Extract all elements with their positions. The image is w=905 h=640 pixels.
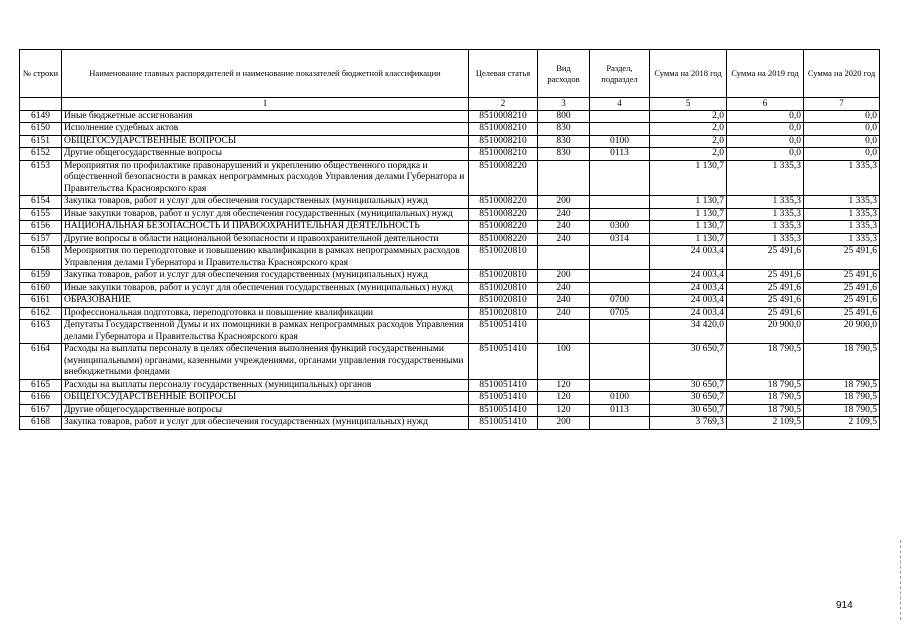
cell-row-no: 6151 bbox=[20, 135, 62, 148]
page-edge-line bbox=[900, 540, 902, 620]
table-row bbox=[20, 233, 880, 246]
cell-sum-2019: 1 335,3 bbox=[727, 208, 804, 221]
cell-name: Закупка товаров, работ и услуг для обеспечения государственных (муниципальных) нужд bbox=[62, 417, 469, 430]
cell-sum-2018: 30 650,7 bbox=[650, 404, 727, 417]
column-number-row bbox=[20, 98, 880, 111]
cell-target: 8510008210 bbox=[469, 110, 538, 123]
cell-expense-type: 240 bbox=[538, 282, 590, 295]
cell-expense-type: 240 bbox=[538, 307, 590, 320]
cell-sum-2018: 30 650,7 bbox=[650, 379, 727, 392]
cell-row-no: 6158 bbox=[20, 246, 62, 270]
cell-sum-2018: 3 769,3 bbox=[650, 417, 727, 430]
table-row bbox=[20, 135, 880, 148]
cell-sum-2019: 18 790,5 bbox=[727, 404, 804, 417]
cell-target: 8510020810 bbox=[469, 282, 538, 295]
table-row bbox=[20, 282, 880, 295]
cell-target: 8510008210 bbox=[469, 123, 538, 136]
cell-name: Профессиональная подготовка, переподготовка и повышение квалификации bbox=[62, 307, 469, 320]
cell-sum-2018: 1 130,7 bbox=[650, 208, 727, 221]
cell-section: 0700 bbox=[590, 295, 650, 308]
cell-sum-2019: 18 790,5 bbox=[727, 379, 804, 392]
cell-name: Закупка товаров, работ и услуг для обеспечения государственных (муниципальных) нужд bbox=[62, 196, 469, 209]
cell-expense-type: 120 bbox=[538, 392, 590, 405]
cell-section: 0705 bbox=[590, 307, 650, 320]
cell-name: Депутаты Государственной Думы и их помощники в рамках непрограммных расходов Управления делами Губернатора и Правительства Красноярского края bbox=[62, 320, 469, 344]
cell-sum-2018: 2,0 bbox=[650, 148, 727, 161]
cell-sum-2018: 24 003,4 bbox=[650, 307, 727, 320]
cell-sum-2020: 20 900,0 bbox=[804, 320, 880, 344]
header-sum-2018: Сумма на 2018 год bbox=[650, 50, 727, 98]
cell-row-no: 6167 bbox=[20, 404, 62, 417]
cell-expense-type: 200 bbox=[538, 270, 590, 283]
cell-row-no: 6153 bbox=[20, 160, 62, 196]
cell-sum-2020: 0,0 bbox=[804, 148, 880, 161]
cell-row-no: 6149 bbox=[20, 110, 62, 123]
cell-sum-2019: 18 790,5 bbox=[727, 344, 804, 380]
cell-name: Другие вопросы в области национальной безопасности и правоохранительной деятельности bbox=[62, 233, 469, 246]
table-row bbox=[20, 221, 880, 234]
table-row bbox=[20, 295, 880, 308]
table-header bbox=[20, 50, 880, 98]
cell-sum-2020: 18 790,5 bbox=[804, 404, 880, 417]
table-row bbox=[20, 246, 880, 270]
cell-name: Исполнение судебных актов bbox=[62, 123, 469, 136]
cell-sum-2019: 0,0 bbox=[727, 148, 804, 161]
column-number: 4 bbox=[590, 98, 650, 111]
cell-row-no: 6160 bbox=[20, 282, 62, 295]
cell-target: 8510008220 bbox=[469, 160, 538, 196]
table-row bbox=[20, 110, 880, 123]
cell-name: ОБЩЕГОСУДАРСТВЕННЫЕ ВОПРОСЫ bbox=[62, 392, 469, 405]
cell-section bbox=[590, 110, 650, 123]
table-row bbox=[20, 196, 880, 209]
table-row bbox=[20, 160, 880, 196]
table-row bbox=[20, 307, 880, 320]
column-number: 3 bbox=[538, 98, 590, 111]
cell-row-no: 6155 bbox=[20, 208, 62, 221]
table-row bbox=[20, 208, 880, 221]
cell-row-no: 6154 bbox=[20, 196, 62, 209]
cell-sum-2018: 24 003,4 bbox=[650, 246, 727, 270]
cell-target: 8510008220 bbox=[469, 196, 538, 209]
cell-target: 8510008210 bbox=[469, 148, 538, 161]
cell-sum-2019: 18 790,5 bbox=[727, 392, 804, 405]
cell-expense-type: 240 bbox=[538, 221, 590, 234]
cell-section bbox=[590, 282, 650, 295]
cell-name: Мероприятия по переподготовке и повышению квалификации в рамках непрограммных расходов Управления делами Губернатора и Правительства Красноярского края bbox=[62, 246, 469, 270]
table-row bbox=[20, 320, 880, 344]
cell-name: Иные закупки товаров, работ и услуг для обеспечения государственных (муниципальных) нужд bbox=[62, 208, 469, 221]
table-body bbox=[20, 98, 880, 430]
header-row-no: № строки bbox=[20, 50, 62, 98]
table-row bbox=[20, 123, 880, 136]
cell-target: 8510051410 bbox=[469, 344, 538, 380]
cell-row-no: 6168 bbox=[20, 417, 62, 430]
header-name: Наименование главных распорядителей и наименование показателей бюджетной классификации bbox=[62, 50, 469, 98]
cell-sum-2018: 24 003,4 bbox=[650, 282, 727, 295]
cell-row-no: 6156 bbox=[20, 221, 62, 234]
cell-sum-2019: 25 491,6 bbox=[727, 246, 804, 270]
cell-sum-2018: 34 420,0 bbox=[650, 320, 727, 344]
cell-expense-type: 100 bbox=[538, 344, 590, 380]
cell-sum-2018: 2,0 bbox=[650, 135, 727, 148]
cell-sum-2019: 2 109,5 bbox=[727, 417, 804, 430]
cell-sum-2020: 25 491,6 bbox=[804, 282, 880, 295]
cell-expense-type bbox=[538, 160, 590, 196]
cell-sum-2020: 2 109,5 bbox=[804, 417, 880, 430]
cell-row-no: 6159 bbox=[20, 270, 62, 283]
cell-sum-2020: 18 790,5 bbox=[804, 344, 880, 380]
table-row bbox=[20, 270, 880, 283]
cell-name: Мероприятия по профилактике правонарушений и укреплению общественного порядка и общественной безопасности в рамках непрограммных расходов Управления делами Губернатора и Правительства Красноярского края bbox=[62, 160, 469, 196]
header-sum-2019: Сумма на 2019 год bbox=[727, 50, 804, 98]
cell-section: 0100 bbox=[590, 135, 650, 148]
cell-sum-2020: 25 491,6 bbox=[804, 270, 880, 283]
cell-sum-2018: 24 003,4 bbox=[650, 295, 727, 308]
cell-expense-type: 240 bbox=[538, 208, 590, 221]
cell-expense-type: 830 bbox=[538, 135, 590, 148]
cell-row-no: 6164 bbox=[20, 344, 62, 380]
cell-sum-2020: 0,0 bbox=[804, 135, 880, 148]
cell-row-no: 6162 bbox=[20, 307, 62, 320]
cell-sum-2020: 1 335,3 bbox=[804, 196, 880, 209]
cell-sum-2020: 0,0 bbox=[804, 110, 880, 123]
cell-sum-2019: 1 335,3 bbox=[727, 160, 804, 196]
cell-sum-2020: 25 491,6 bbox=[804, 295, 880, 308]
cell-section bbox=[590, 160, 650, 196]
cell-target: 8510008220 bbox=[469, 208, 538, 221]
cell-sum-2018: 2,0 bbox=[650, 123, 727, 136]
cell-name: Расходы на выплаты персоналу государственных (муниципальных) органов bbox=[62, 379, 469, 392]
cell-row-no: 6166 bbox=[20, 392, 62, 405]
header-expense-type: Вид расходов bbox=[538, 50, 590, 98]
column-number: 1 bbox=[62, 98, 469, 111]
cell-sum-2019: 0,0 bbox=[727, 135, 804, 148]
cell-target: 8510008220 bbox=[469, 233, 538, 246]
cell-sum-2019: 1 335,3 bbox=[727, 233, 804, 246]
cell-sum-2020: 1 335,3 bbox=[804, 221, 880, 234]
cell-name: ОБЩЕГОСУДАРСТВЕННЫЕ ВОПРОСЫ bbox=[62, 135, 469, 148]
cell-sum-2019: 0,0 bbox=[727, 110, 804, 123]
cell-section: 0314 bbox=[590, 233, 650, 246]
cell-section bbox=[590, 344, 650, 380]
cell-row-no: 6161 bbox=[20, 295, 62, 308]
cell-section bbox=[590, 379, 650, 392]
cell-sum-2018: 1 130,7 bbox=[650, 221, 727, 234]
table-row bbox=[20, 404, 880, 417]
cell-name: ОБРАЗОВАНИЕ bbox=[62, 295, 469, 308]
cell-sum-2020: 1 335,3 bbox=[804, 208, 880, 221]
cell-expense-type: 120 bbox=[538, 379, 590, 392]
cell-sum-2019: 25 491,6 bbox=[727, 282, 804, 295]
cell-sum-2019: 20 900,0 bbox=[727, 320, 804, 344]
cell-sum-2019: 25 491,6 bbox=[727, 307, 804, 320]
cell-target: 8510020810 bbox=[469, 270, 538, 283]
cell-sum-2018: 2,0 bbox=[650, 110, 727, 123]
cell-row-no: 6157 bbox=[20, 233, 62, 246]
table-row bbox=[20, 417, 880, 430]
cell-target: 8510020810 bbox=[469, 246, 538, 270]
cell-sum-2018: 1 130,7 bbox=[650, 233, 727, 246]
cell-name: Иные закупки товаров, работ и услуг для обеспечения государственных (муниципальных) нужд bbox=[62, 282, 469, 295]
cell-name: Закупка товаров, работ и услуг для обеспечения государственных (муниципальных) нужд bbox=[62, 270, 469, 283]
budget-table bbox=[19, 49, 880, 430]
cell-name: НАЦИОНАЛЬНАЯ БЕЗОПАСНОСТЬ И ПРАВООХРАНИТЕЛЬНАЯ ДЕЯТЕЛЬНОСТЬ bbox=[62, 221, 469, 234]
header-section: Раздел, подраздел bbox=[590, 50, 650, 98]
cell-section bbox=[590, 270, 650, 283]
cell-target: 8510020810 bbox=[469, 295, 538, 308]
cell-expense-type: 830 bbox=[538, 148, 590, 161]
cell-sum-2018: 1 130,7 bbox=[650, 160, 727, 196]
cell-sum-2019: 1 335,3 bbox=[727, 196, 804, 209]
cell-row-no: 6163 bbox=[20, 320, 62, 344]
cell-section: 0113 bbox=[590, 404, 650, 417]
cell-expense-type: 830 bbox=[538, 123, 590, 136]
cell-section bbox=[590, 417, 650, 430]
column-number: 7 bbox=[804, 98, 880, 111]
cell-target: 8510051410 bbox=[469, 379, 538, 392]
cell-section bbox=[590, 123, 650, 136]
cell-sum-2020: 18 790,5 bbox=[804, 379, 880, 392]
cell-sum-2020: 18 790,5 bbox=[804, 392, 880, 405]
cell-target: 8510051410 bbox=[469, 320, 538, 344]
cell-target: 8510008210 bbox=[469, 135, 538, 148]
cell-sum-2019: 25 491,6 bbox=[727, 295, 804, 308]
cell-row-no: 6150 bbox=[20, 123, 62, 136]
table-row bbox=[20, 344, 880, 380]
cell-expense-type: 200 bbox=[538, 417, 590, 430]
cell-name: Другие общегосударственные вопросы bbox=[62, 404, 469, 417]
header-sum-2020: Сумма на 2020 год bbox=[804, 50, 880, 98]
cell-section: 0300 bbox=[590, 221, 650, 234]
cell-name: Расходы на выплаты персоналу в целях обеспечения выполнения функций государственными (муниципальными) органами, казенными учреждениями, органами управления государственными внебюджетными фондами bbox=[62, 344, 469, 380]
column-number bbox=[20, 98, 62, 111]
header-target: Целевая статья bbox=[469, 50, 538, 98]
cell-section bbox=[590, 320, 650, 344]
column-number: 5 bbox=[650, 98, 727, 111]
cell-sum-2019: 1 335,3 bbox=[727, 221, 804, 234]
cell-target: 8510051410 bbox=[469, 417, 538, 430]
page-number: 914 bbox=[836, 600, 853, 611]
cell-sum-2020: 1 335,3 bbox=[804, 233, 880, 246]
cell-sum-2018: 1 130,7 bbox=[650, 196, 727, 209]
table-row bbox=[20, 379, 880, 392]
cell-section: 0100 bbox=[590, 392, 650, 405]
cell-section bbox=[590, 246, 650, 270]
cell-sum-2020: 1 335,3 bbox=[804, 160, 880, 196]
cell-name: Другие общегосударственные вопросы bbox=[62, 148, 469, 161]
cell-expense-type bbox=[538, 246, 590, 270]
cell-sum-2018: 24 003,4 bbox=[650, 270, 727, 283]
cell-sum-2020: 25 491,6 bbox=[804, 246, 880, 270]
table-row bbox=[20, 148, 880, 161]
cell-section bbox=[590, 208, 650, 221]
cell-expense-type bbox=[538, 320, 590, 344]
table-row bbox=[20, 392, 880, 405]
cell-sum-2019: 25 491,6 bbox=[727, 270, 804, 283]
cell-target: 8510051410 bbox=[469, 404, 538, 417]
cell-target: 8510020810 bbox=[469, 307, 538, 320]
column-number: 2 bbox=[469, 98, 538, 111]
cell-name: Иные бюджетные ассигнования bbox=[62, 110, 469, 123]
cell-sum-2019: 0,0 bbox=[727, 123, 804, 136]
cell-target: 8510008220 bbox=[469, 221, 538, 234]
cell-expense-type: 240 bbox=[538, 295, 590, 308]
cell-target: 8510051410 bbox=[469, 392, 538, 405]
cell-sum-2020: 25 491,6 bbox=[804, 307, 880, 320]
cell-expense-type: 200 bbox=[538, 196, 590, 209]
cell-sum-2018: 30 650,7 bbox=[650, 392, 727, 405]
cell-section: 0113 bbox=[590, 148, 650, 161]
cell-row-no: 6152 bbox=[20, 148, 62, 161]
cell-row-no: 6165 bbox=[20, 379, 62, 392]
cell-section bbox=[590, 196, 650, 209]
cell-expense-type: 240 bbox=[538, 233, 590, 246]
cell-expense-type: 800 bbox=[538, 110, 590, 123]
cell-expense-type: 120 bbox=[538, 404, 590, 417]
column-number: 6 bbox=[727, 98, 804, 111]
cell-sum-2018: 30 650,7 bbox=[650, 344, 727, 380]
cell-sum-2020: 0,0 bbox=[804, 123, 880, 136]
